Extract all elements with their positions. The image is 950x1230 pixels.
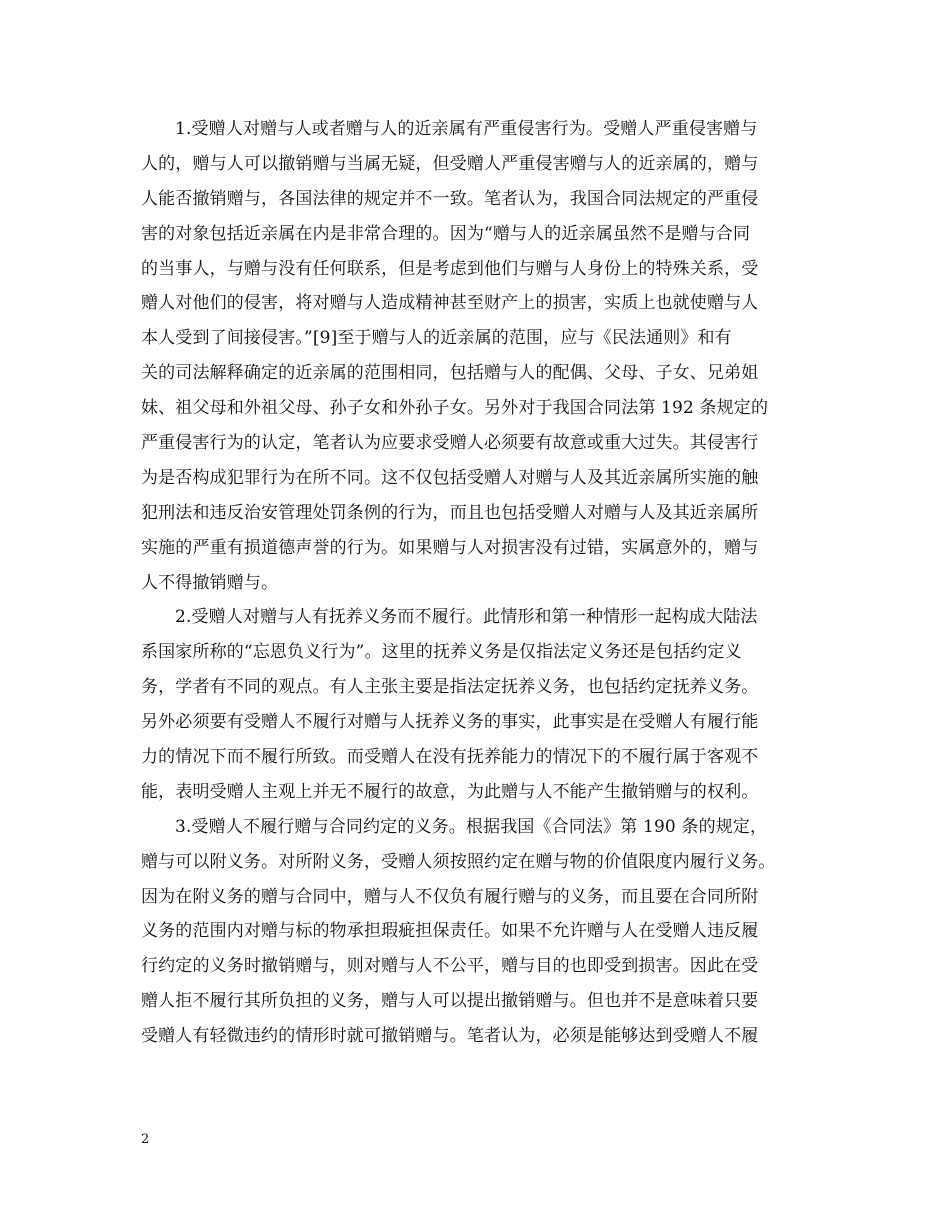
text-line: 赠人拒不履行其所负担的义务，赠与人可以提出撤销赠与。但也并不是意味着只要 xyxy=(141,991,759,1012)
text-line: 人不得撤销赠与。 xyxy=(141,572,279,593)
page-number: 2 xyxy=(141,1132,150,1147)
text-line: 本人受到了间接侵害。”[9]至于赠与人的近亲属的范围，应与《民法通则》和有 xyxy=(141,328,732,349)
text-line: 赠人对他们的侵害，将对赠与人造成精神甚至财产上的损害，实质上也就使赠与人 xyxy=(141,293,759,314)
text-line: 力的情况下而不履行所致。而受赠人在没有抚养能力的情况下的不履行属于客观不 xyxy=(141,747,759,768)
body-text xyxy=(141,112,831,1054)
text-line: 实施的严重有损道德声誉的行为。如果赠与人对损害没有过错，实属意外的，赠与 xyxy=(141,537,759,558)
text-line: 犯刑法和违反治安管理处罚条例的行为，而且也包括受赠人对赠与人及其近亲属所 xyxy=(141,502,759,523)
text-line: 务，学者有不同的观点。有人主张主要是指法定抚养义务，也包括约定抚养义务。 xyxy=(141,677,759,698)
text-line: 能，表明受赠人主观上并无不履行的故意，为此赠与人不能产生撤销赠与的权利。 xyxy=(141,781,759,802)
text-line: 关的司法解释确定的近亲属的范围相同，包括赠与人的配偶、父母、子女、兄弟姐 xyxy=(141,363,759,384)
text-line: 义务的范围内对赠与标的物承担瑕疵担保责任。如果不允许赠与人在受赠人违反履 xyxy=(141,921,759,942)
text-line: 另外必须要有受赠人不履行对赠与人抚养义务的事实，此事实是在受赠人有履行能 xyxy=(141,712,759,733)
text-line: 因为在附义务的赠与合同中，赠与人不仅负有履行赠与的义务，而且要在合同所附 xyxy=(141,886,759,907)
text-line: 1.受赠人对赠与人或者赠与人的近亲属有严重侵害行为。受赠人严重侵害赠与 xyxy=(175,119,758,139)
text-line: 2.受赠人对赠与人有抚养义务而不履行。此情形和第一种情形一起构成大陆法 xyxy=(175,607,758,628)
text-line: 人的，赠与人可以撤销赠与当属无疑，但受赠人严重侵害赠与人的近亲属的，赠与 xyxy=(141,153,759,174)
text-line: 为是否构成犯罪行为在所不同。这不仅包括受赠人对赠与人及其近亲属所实施的触 xyxy=(141,467,759,488)
text-line: 3.受赠人不履行赠与合同约定的义务。根据我国《合同法》第 190 条的规定， xyxy=(175,816,768,837)
text-line: 受赠人有轻微违约的情形时就可撤销赠与。笔者认为，必须是能够达到受赠人不履 xyxy=(141,1026,759,1047)
text-line: 严重侵害行为的认定，笔者认为应要求受赠人必须要有故意或重大过失。其侵害行 xyxy=(141,433,759,454)
text-line: 的当事人，与赠与没有任何联系，但是考虑到他们与赠与人身份上的特殊关系，受 xyxy=(141,258,759,279)
text-line: 行约定的义务时撤销赠与，则对赠与人不公平，赠与目的也即受到损害。因此在受 xyxy=(141,956,759,977)
text-line: 妹、祖父母和外祖父母、孙子女和外孙子女。另外对于我国合同法第 192 条规定的 xyxy=(141,398,769,419)
text-line: 人能否撤销赠与，各国法律的规定并不一致。笔者认为，我国合同法规定的严重侵 xyxy=(141,188,759,209)
text-line: 害的对象包括近亲属在内是非常合理的。因为“赠与人的近亲属虽然不是赠与合同 xyxy=(141,223,751,244)
text-line: 系国家所称的“忘恩负义行为”。这里的抚养义务是仅指法定义务还是包括约定义 xyxy=(141,642,742,663)
text-line: 赠与可以附义务。对所附义务，受赠人须按照约定在赠与物的价值限度内履行义务。 xyxy=(141,851,776,872)
